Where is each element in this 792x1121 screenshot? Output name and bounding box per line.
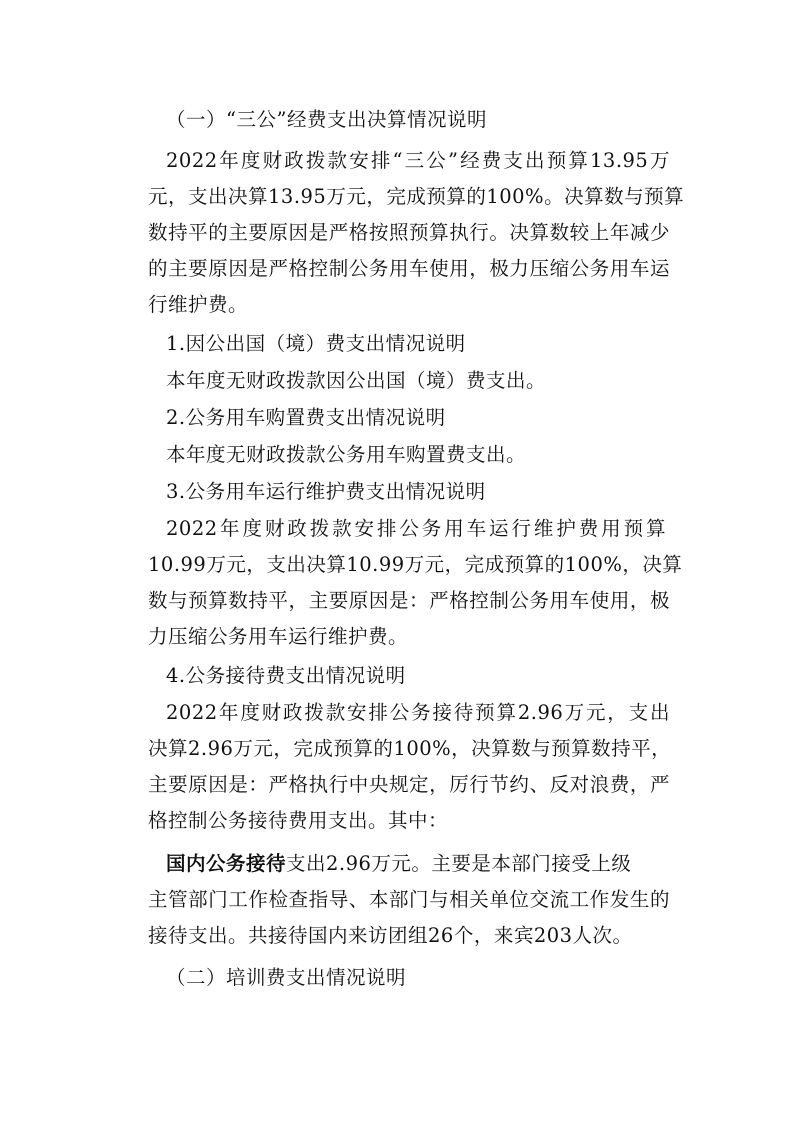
paragraph-line: 主管部门工作检查指导、本部门与相关单位交流工作发生的 — [148, 888, 670, 911]
item-text-vehicle-purchase: 本年度无财政拨款公务用车购置费支出。 — [166, 443, 527, 466]
paragraph-line: 行维护费。 — [148, 293, 249, 316]
paragraph-line: 数持平的主要原因是严格按照预算执行。决算数较上年减少 — [148, 221, 670, 244]
paragraph-text: 支出2.96万元。主要是本部门接受上级 — [286, 852, 632, 875]
section-heading-sangong: （一）“三公”经费支出决算情况说明 — [166, 108, 487, 131]
paragraph-line: 的主要原因是严格控制公务用车使用，极力压缩公务用车运 — [148, 257, 670, 280]
paragraph-line: 力压缩公务用车运行维护费。 — [148, 625, 409, 648]
item-heading-vehicle-purchase: 2.公务用车购置费支出情况说明 — [166, 406, 446, 429]
paragraph-line: 2022年度财政拨款安排公务接待预算2.96万元，支出 — [166, 701, 670, 724]
item-heading-reception: 4.公务接待费支出情况说明 — [166, 664, 406, 687]
paragraph-line: 元，支出决算13.95万元，完成预算的100%。决算数与预算 — [148, 185, 685, 208]
paragraph-line: 数与预算数持平，主要原因是：严格控制公务用车使用，极 — [148, 589, 670, 612]
paragraph-line: 接待支出。共接待国内来访团组26个，来宾203人次。 — [148, 924, 633, 947]
paragraph-line: 主要原因是：严格执行中央规定，厉行节约、反对浪费，严 — [148, 773, 670, 796]
bold-term-domestic-reception: 国内公务接待 — [166, 852, 287, 875]
section-heading-training: （二）培训费支出情况说明 — [166, 966, 407, 989]
paragraph-line: 格控制公务接待费用支出。其中： — [148, 809, 449, 832]
paragraph-line: 2022年度财政拨款安排公务用车运行维护费用预算 — [166, 517, 666, 540]
paragraph-line: 2022年度财政拨款安排“三公”经费支出预算13.95万 — [166, 149, 670, 172]
paragraph-line: 10.99万元，支出决算10.99万元，完成预算的100%，决算 — [148, 553, 683, 576]
item-heading-vehicle-maintenance: 3.公务用车运行维护费支出情况说明 — [166, 480, 486, 503]
paragraph-line-domestic-reception — [166, 851, 631, 877]
item-text-overseas: 本年度无财政拨款因公出国（境）费支出。 — [166, 369, 547, 392]
paragraph-line: 决算2.96万元，完成预算的100%，决算数与预算数持平， — [148, 737, 672, 760]
item-heading-overseas: 1.因公出国（境）费支出情况说明 — [166, 332, 466, 355]
